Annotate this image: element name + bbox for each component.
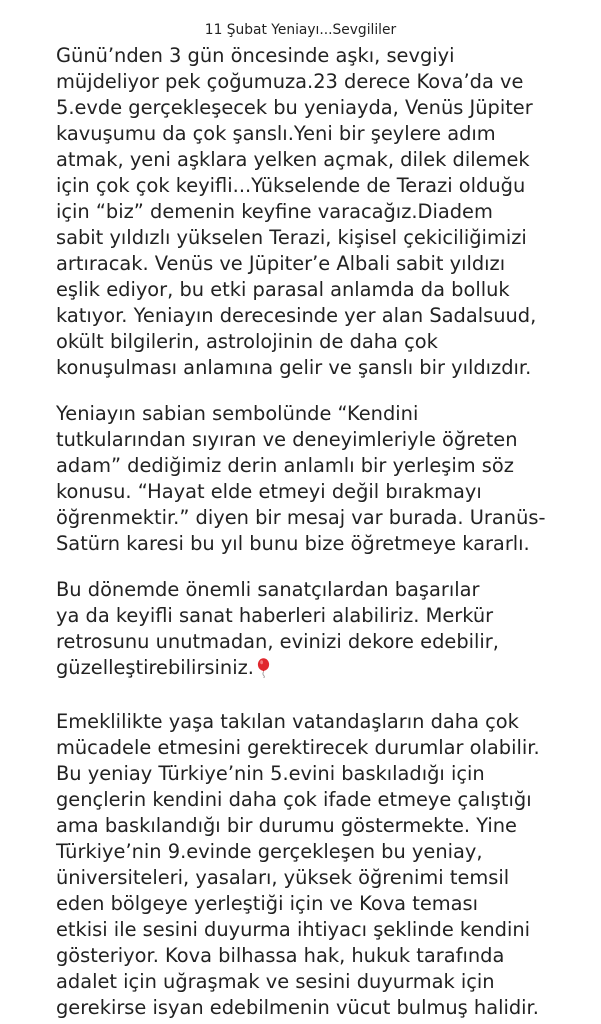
text-line: atmak, yeni aşklara yelken açmak, dilek dilemek <box>56 148 530 171</box>
text-line: öğrenmektir.” diyen bir mesaj var burada. Uranüs- <box>56 506 546 529</box>
text-line: mücadele etmesini gerektirecek durumlar olabilir. <box>56 736 540 759</box>
text-line: sabit yıldızlı yükselen Terazi, kişisel çekiciliğimizi <box>56 226 527 249</box>
text-line: Emeklilikte yaşa takılan vatandaşların daha çok <box>56 710 519 733</box>
text-line: adalet için uğraşmak ve sesini duyurmak için <box>56 970 495 993</box>
text-line: gençlerin kendini daha çok ifade etmeye çalıştığı <box>56 788 532 811</box>
text-line-with-emoji <box>56 655 270 681</box>
document-title-line: 11 Şubat Yeniayı...Sevgililer <box>204 22 397 38</box>
text-line: kavuşumu da çok şanslı.Yeni bir şeylere adım <box>56 122 496 145</box>
text-line: için “biz” demenin keyfine varacağız.Diadem <box>56 200 493 223</box>
text-line: katıyor. Yeniayın derecesinde yer alan Sadalsuud, <box>56 304 537 327</box>
text-span: güzelleştirebilirsiniz. <box>56 656 254 679</box>
text-line: üniversiteleri, yasaları, yüksek öğrenimi temsil <box>56 866 510 889</box>
text-line: Bu dönemde önemli sanatçılardan başarılar <box>56 578 480 601</box>
text-line: Satürn karesi bu yıl bunu bize öğretmeye kararlı. <box>56 532 530 555</box>
text-line: 5.evde gerçekleşecek bu yeniayda, Venüs Jüpiter <box>56 96 533 119</box>
text-line: eşlik ediyor, bu etki parasal anlamda da bolluk <box>56 278 510 301</box>
text-line: Bu yeniay Türkiye’nin 5.evini baskıladığı için <box>56 762 485 785</box>
text-line: retrosunu unutmadan, evinizi dekore edebilir, <box>56 630 499 653</box>
text-line: konuşulması anlamına gelir ve şanslı bir yıldızdır. <box>56 356 532 379</box>
text-line: Günü’nden 3 gün öncesinde aşkı, sevgiyi <box>56 44 455 67</box>
text-line: gerekirse isyan edebilmenin vücut bulmuş halidir. <box>56 996 539 1019</box>
text-line: Yeniayın sabian sembolünde “Kendini <box>56 402 419 425</box>
red-balloon-icon <box>257 658 270 678</box>
text-line: okült bilgilerin, astrolojinin de daha çok <box>56 330 438 353</box>
text-line: eden bölgeye yerleştiği için ve Kova teması <box>56 892 479 915</box>
text-line: etkisi ile sesini duyurma ihtiyacı şeklinde kendini <box>56 918 531 941</box>
text-line: adam” dediğimiz derin anlamlı bir yerleşim söz <box>56 454 514 477</box>
text-line: ama baskılandığı bir durumu göstermekte. Yine <box>56 814 517 837</box>
text-line: için çok çok keyifli...Yükselende de Terazi olduğu <box>56 174 526 197</box>
text-line: ya da keyifli sanat haberleri alabiliriz. Merkür <box>56 604 494 627</box>
text-line: konusu. “Hayat elde etmeyi değil bırakmayı <box>56 480 482 503</box>
text-line: Türkiye’nin 9.evinde gerçekleşen bu yeniay, <box>56 840 483 863</box>
text-line: artıracak. Venüs ve Jüpiter’e Albali sabit yıldızı <box>56 252 506 275</box>
text-line: gösteriyor. Kova bilhassa hak, hukuk tarafında <box>56 944 505 967</box>
text-line: müjdeliyor pek çoğumuza.23 derece Kova’da ve <box>56 70 524 93</box>
text-line: tutkularından sıyıran ve deneyimleriyle öğreten <box>56 428 518 451</box>
